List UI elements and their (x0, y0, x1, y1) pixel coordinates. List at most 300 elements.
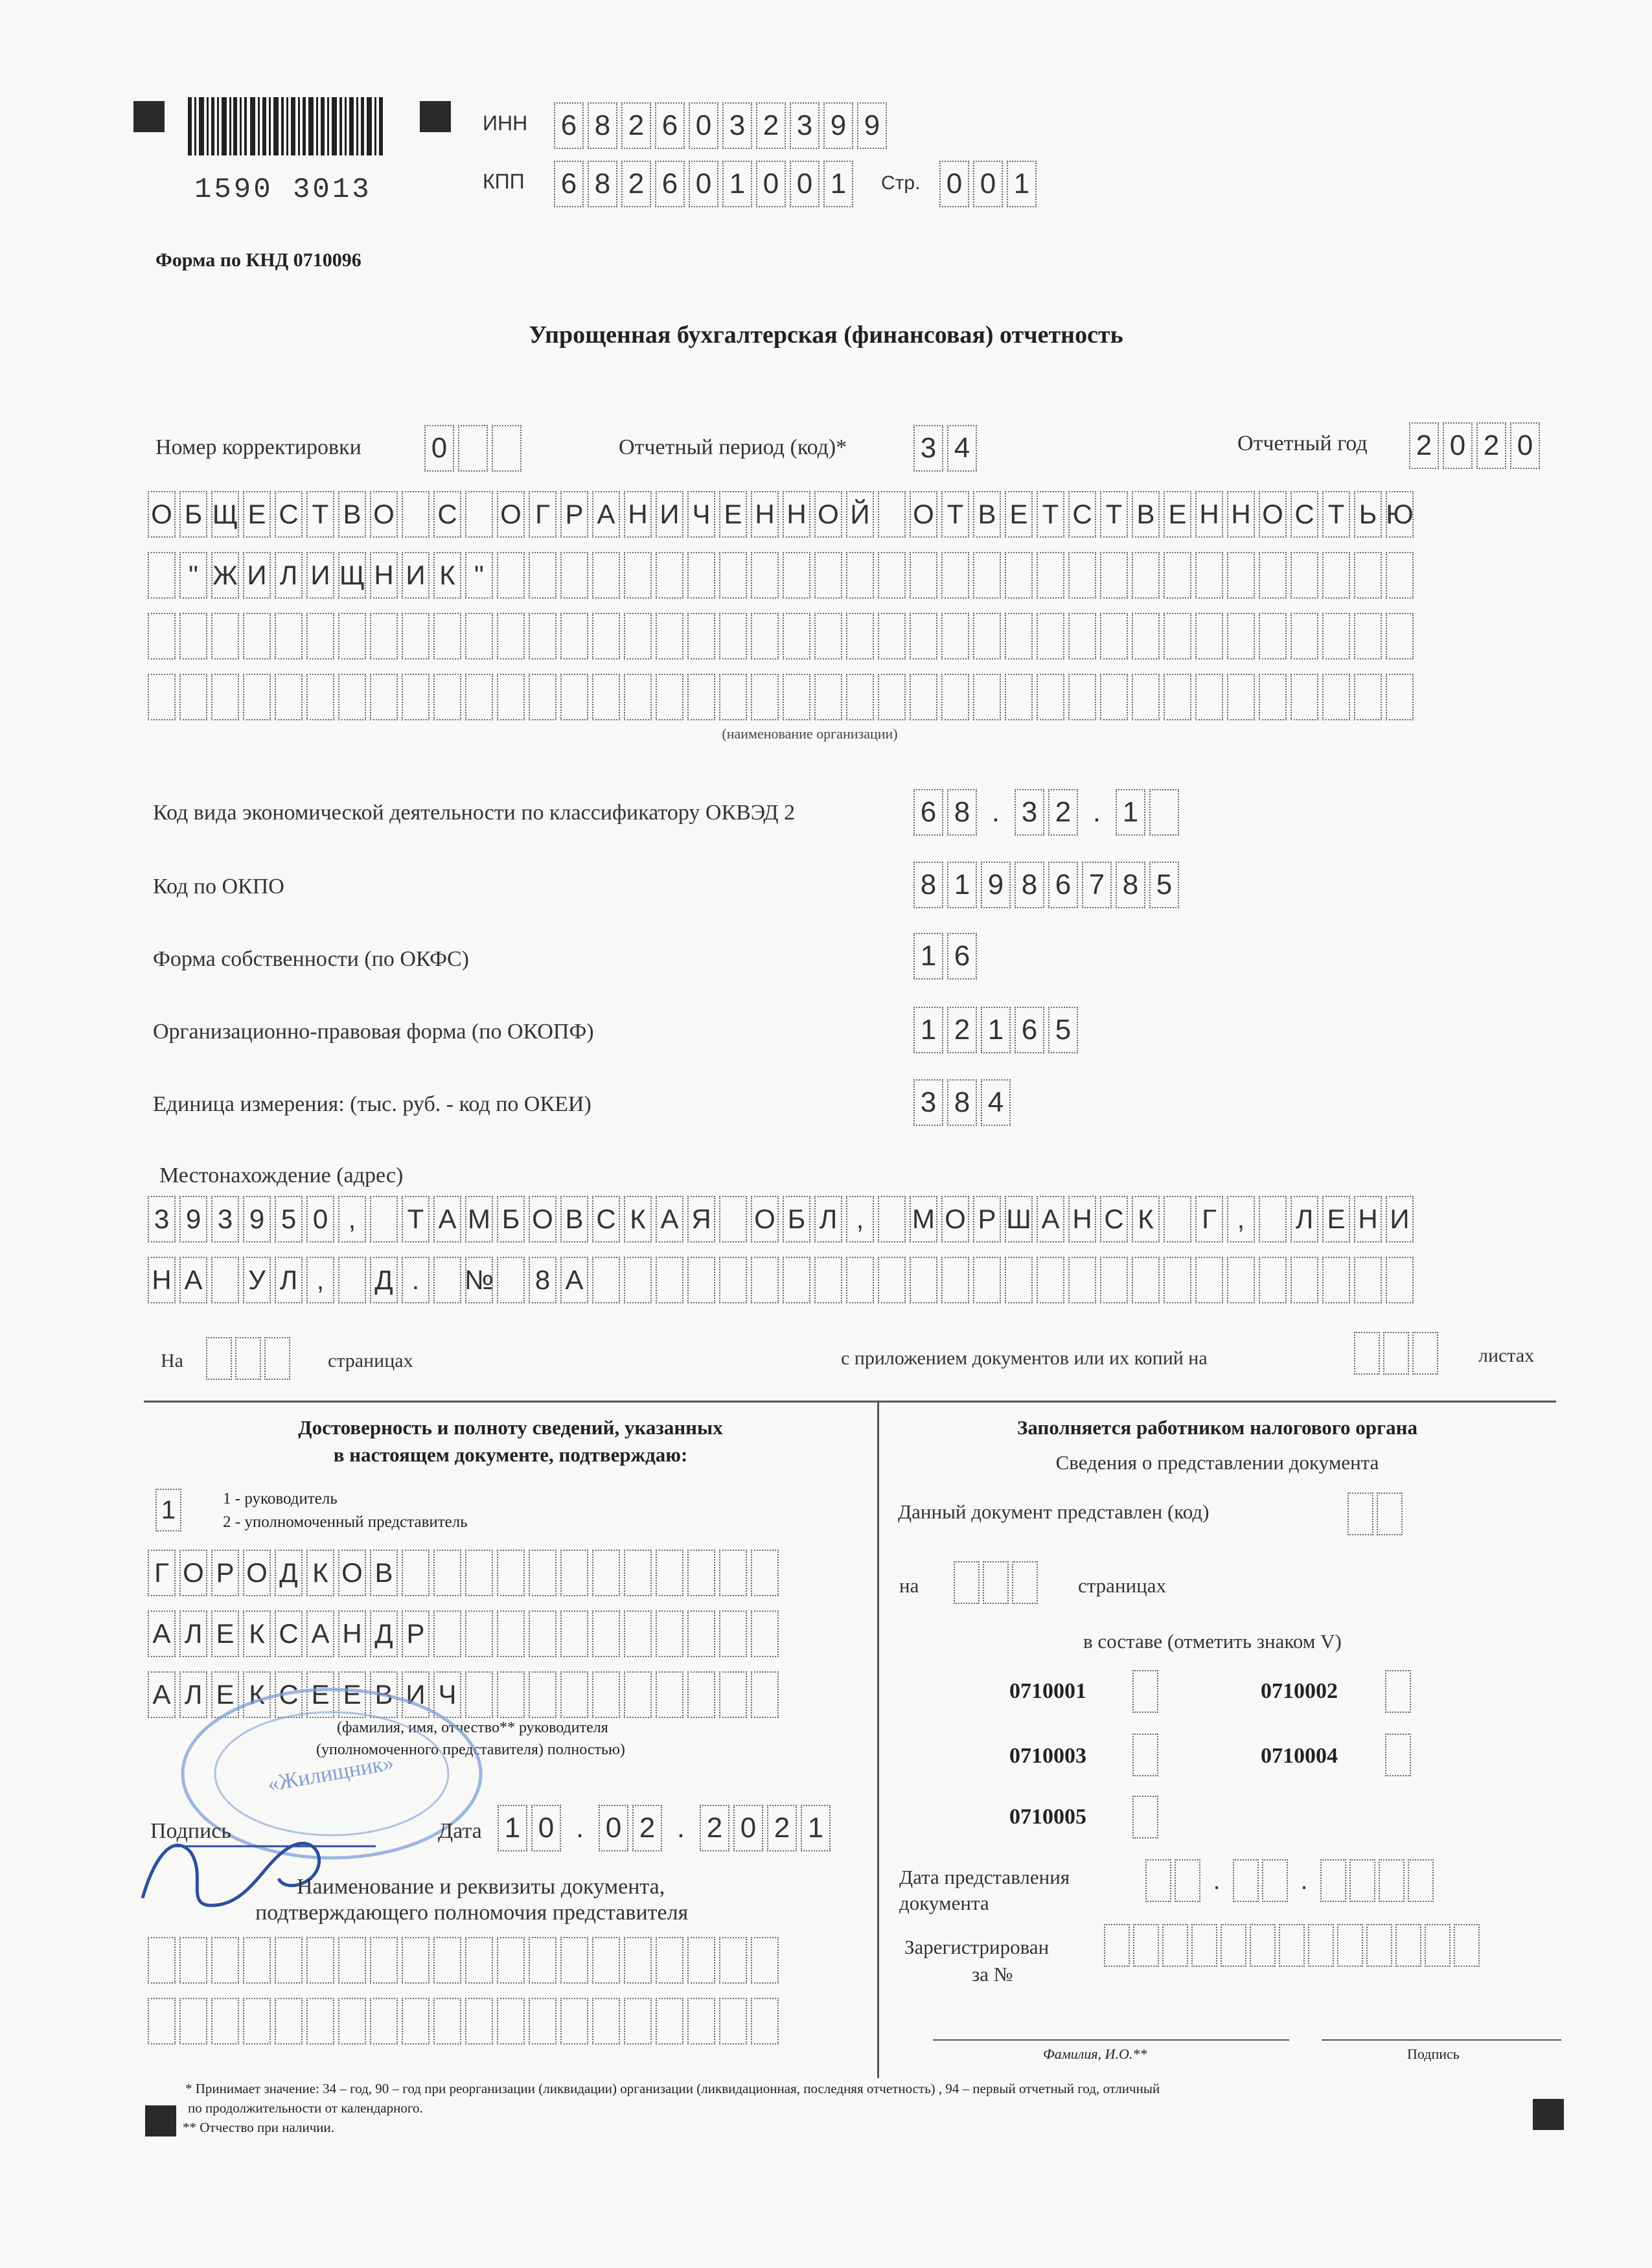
org-name-cell[interactable] (592, 674, 620, 720)
org-name-cell[interactable]: С (1291, 491, 1318, 538)
address-cell[interactable]: Н (1068, 1196, 1096, 1243)
checkbox-0710002[interactable] (1385, 1670, 1414, 1713)
address-cell[interactable] (1164, 1257, 1191, 1303)
org-name-cell[interactable] (910, 552, 937, 599)
authority-doc-cell[interactable] (592, 1937, 620, 1984)
org-name-cell[interactable] (560, 613, 588, 659)
name-cell[interactable]: Р (402, 1610, 430, 1657)
address-cell[interactable] (1164, 1196, 1191, 1243)
surname-cell[interactable]: Г (148, 1550, 176, 1596)
org-name-cell[interactable] (1068, 613, 1096, 659)
address-cell[interactable]: 3 (148, 1196, 176, 1243)
org-name-cell[interactable] (465, 674, 493, 720)
address-cell[interactable]: 9 (179, 1196, 207, 1243)
submit-date-cell[interactable] (1349, 1859, 1375, 1902)
address-cell[interactable]: , (338, 1196, 366, 1243)
right-pages-cell[interactable] (1012, 1561, 1038, 1604)
address-cell[interactable]: Е (1322, 1196, 1350, 1243)
date-cell[interactable]: 0 (599, 1805, 628, 1851)
org-name-cell[interactable] (973, 552, 1001, 599)
org-name-cell[interactable] (1386, 674, 1414, 720)
surname-cell[interactable] (497, 1550, 525, 1596)
okved-cell[interactable]: . (1092, 796, 1101, 828)
patronymic-cell[interactable] (529, 1671, 556, 1718)
okfs-cell[interactable]: 6 (947, 933, 977, 979)
okved-cell[interactable]: 3 (1015, 789, 1044, 836)
org-name-cell[interactable]: Л (275, 552, 303, 599)
org-name-cell[interactable]: О (814, 491, 842, 538)
authority-doc-cell[interactable] (433, 1937, 461, 1984)
authority-doc-cell[interactable] (687, 1937, 715, 1984)
org-name-cell[interactable] (814, 674, 842, 720)
registration-number-cell[interactable] (1133, 1924, 1159, 1967)
org-name-cell[interactable] (560, 674, 588, 720)
address-cell[interactable]: Р (973, 1196, 1001, 1243)
authority-doc-cell[interactable] (465, 1937, 493, 1984)
name-cell[interactable] (656, 1610, 683, 1657)
address-cell[interactable]: 9 (243, 1196, 271, 1243)
submit-date-cell[interactable] (1145, 1859, 1171, 1902)
org-name-cell[interactable] (370, 613, 398, 659)
org-name-cell[interactable] (624, 552, 652, 599)
authority-doc-cell[interactable] (275, 1937, 303, 1984)
address-cell[interactable] (783, 1257, 810, 1303)
authority-doc-cell[interactable] (402, 1937, 430, 1984)
org-name-cell[interactable] (656, 674, 683, 720)
org-name-cell[interactable] (497, 674, 525, 720)
authority-doc-cell[interactable] (529, 1937, 556, 1984)
org-name-cell[interactable]: С (433, 491, 461, 538)
authority-doc-cell[interactable] (497, 1998, 525, 2045)
address-cell[interactable]: К (624, 1196, 652, 1243)
org-name-cell[interactable] (402, 491, 430, 538)
patronymic-cell[interactable]: Л (179, 1671, 207, 1718)
inn-cell[interactable]: 3 (722, 102, 752, 149)
surname-cell[interactable] (529, 1550, 556, 1596)
okpo-cell[interactable]: 5 (1149, 862, 1179, 908)
org-name-cell[interactable] (1164, 613, 1191, 659)
surname-cell[interactable]: В (370, 1550, 398, 1596)
name-cell[interactable]: Л (179, 1610, 207, 1657)
org-name-cell[interactable] (751, 552, 779, 599)
org-name-cell[interactable] (1227, 674, 1255, 720)
surname-cell[interactable] (751, 1550, 779, 1596)
kpp-cell[interactable]: 8 (588, 161, 617, 207)
org-name-cell[interactable] (719, 613, 747, 659)
patronymic-cell[interactable]: И (402, 1671, 430, 1718)
org-name-cell[interactable]: Е (1005, 491, 1033, 538)
org-name-cell[interactable] (1068, 674, 1096, 720)
address-cell[interactable] (719, 1196, 747, 1243)
okved-cell[interactable] (1149, 789, 1179, 836)
patronymic-cell[interactable]: Е (306, 1671, 334, 1718)
org-name-cell[interactable] (878, 674, 906, 720)
submit-date-cell[interactable] (1379, 1859, 1405, 1902)
authority-doc-cell[interactable] (275, 1998, 303, 2045)
authority-doc-cell[interactable] (465, 1998, 493, 2045)
surname-cell[interactable] (402, 1550, 430, 1596)
org-name-cell[interactable] (275, 674, 303, 720)
org-name-cell[interactable] (529, 674, 556, 720)
org-name-cell[interactable] (719, 552, 747, 599)
org-name-cell[interactable] (814, 613, 842, 659)
name-cell[interactable]: Н (338, 1610, 366, 1657)
address-cell[interactable]: О (529, 1196, 556, 1243)
address-cell[interactable] (1291, 1257, 1318, 1303)
submit-date-cell[interactable] (1408, 1859, 1434, 1902)
org-name-cell[interactable] (941, 674, 969, 720)
okved-cell[interactable]: 1 (1116, 789, 1145, 836)
name-cell[interactable] (529, 1610, 556, 1657)
org-name-cell[interactable] (846, 674, 874, 720)
authority-doc-cell[interactable] (592, 1998, 620, 2045)
org-name-cell[interactable]: Щ (338, 552, 366, 599)
name-cell[interactable]: С (275, 1610, 303, 1657)
org-name-cell[interactable] (973, 613, 1001, 659)
patronymic-cell[interactable] (719, 1671, 747, 1718)
address-cell[interactable]: Т (402, 1196, 430, 1243)
registration-number-cell[interactable] (1191, 1924, 1217, 1967)
authority-doc-cell[interactable] (243, 1937, 271, 1984)
year-cell[interactable]: 0 (1510, 422, 1540, 469)
registration-number-cell[interactable] (1454, 1924, 1480, 1967)
org-name-cell[interactable]: И (243, 552, 271, 599)
okved-cell[interactable]: 2 (1048, 789, 1078, 836)
address-cell[interactable] (910, 1257, 937, 1303)
org-name-cell[interactable]: Ж (211, 552, 239, 599)
org-name-cell[interactable] (306, 674, 334, 720)
org-name-cell[interactable] (179, 674, 207, 720)
kpp-cell[interactable]: 2 (621, 161, 651, 207)
org-name-cell[interactable]: Т (941, 491, 969, 538)
okfs-cell[interactable]: 1 (913, 933, 943, 979)
org-name-cell[interactable] (1322, 613, 1350, 659)
org-name-cell[interactable] (402, 674, 430, 720)
sheets-cell[interactable] (1412, 1332, 1438, 1375)
org-name-cell[interactable] (941, 552, 969, 599)
address-cell[interactable]: С (1100, 1196, 1128, 1243)
name-cell[interactable]: А (306, 1610, 334, 1657)
authority-doc-cell[interactable] (148, 1937, 176, 1984)
address-cell[interactable] (1132, 1257, 1160, 1303)
page-cell[interactable]: 0 (973, 161, 1003, 207)
org-name-cell[interactable] (1005, 674, 1033, 720)
org-name-cell[interactable] (1227, 552, 1255, 599)
address-cell[interactable] (814, 1257, 842, 1303)
authority-doc-cell[interactable] (211, 1937, 239, 1984)
date-cell[interactable]: 2 (700, 1805, 729, 1851)
address-cell[interactable]: Л (1291, 1196, 1318, 1243)
org-name-cell[interactable]: Н (1227, 491, 1255, 538)
year-cell[interactable]: 0 (1443, 422, 1473, 469)
address-cell[interactable]: , (1227, 1196, 1255, 1243)
name-cell[interactable]: К (243, 1610, 271, 1657)
org-name-cell[interactable] (211, 674, 239, 720)
org-name-cell[interactable] (1132, 613, 1160, 659)
org-name-cell[interactable] (1354, 552, 1382, 599)
authority-doc-cell[interactable] (211, 1998, 239, 2045)
org-name-cell[interactable] (148, 674, 176, 720)
patronymic-cell[interactable]: В (370, 1671, 398, 1718)
org-name-cell[interactable] (1291, 552, 1318, 599)
org-name-cell[interactable] (1037, 674, 1064, 720)
registration-number-cell[interactable] (1308, 1924, 1334, 1967)
date-cell[interactable]: 1 (801, 1805, 831, 1851)
org-name-cell[interactable]: В (1132, 491, 1160, 538)
authority-doc-cell[interactable] (656, 1998, 683, 2045)
checkbox-0710004[interactable] (1385, 1734, 1414, 1776)
org-name-cell[interactable] (1259, 613, 1287, 659)
page-cell[interactable]: 1 (1007, 161, 1037, 207)
okopf-cell[interactable]: 1 (981, 1007, 1011, 1053)
org-name-cell[interactable] (751, 613, 779, 659)
inn-cell[interactable]: 0 (689, 102, 718, 149)
sheets-cell[interactable] (1383, 1332, 1409, 1375)
org-name-cell[interactable] (433, 613, 461, 659)
address-cell[interactable]: Н (1354, 1196, 1382, 1243)
registration-number-cell[interactable] (1162, 1924, 1188, 1967)
authority-doc-cell[interactable] (624, 1937, 652, 1984)
address-cell[interactable]: У (243, 1257, 271, 1303)
org-name-cell[interactable]: " (179, 552, 207, 599)
right-pages-cell[interactable] (954, 1561, 980, 1604)
surname-cell[interactable]: Д (275, 1550, 303, 1596)
registration-number-cell[interactable] (1395, 1924, 1421, 1967)
org-name-cell[interactable] (211, 613, 239, 659)
address-cell[interactable]: К (1132, 1196, 1160, 1243)
authority-doc-cell[interactable] (370, 1937, 398, 1984)
submit-date-cell[interactable]: . (1213, 1866, 1221, 1895)
inn-cell[interactable]: 8 (588, 102, 617, 149)
org-name-cell[interactable] (846, 613, 874, 659)
org-name-cell[interactable] (719, 674, 747, 720)
address-cell[interactable] (1386, 1257, 1414, 1303)
authority-doc-cell[interactable] (560, 1998, 588, 2045)
address-cell[interactable]: Я (687, 1196, 715, 1243)
registration-number-cell[interactable] (1221, 1924, 1246, 1967)
surname-cell[interactable] (719, 1550, 747, 1596)
org-name-cell[interactable] (338, 613, 366, 659)
org-name-cell[interactable] (783, 613, 810, 659)
org-name-cell[interactable]: Е (719, 491, 747, 538)
org-name-cell[interactable] (560, 552, 588, 599)
org-name-cell[interactable] (1132, 674, 1160, 720)
address-cell[interactable]: Д (370, 1257, 398, 1303)
address-cell[interactable]: 0 (306, 1196, 334, 1243)
org-name-cell[interactable]: О (370, 491, 398, 538)
name-cell[interactable] (465, 1610, 493, 1657)
authority-doc-cell[interactable] (719, 1998, 747, 2045)
surname-cell[interactable] (592, 1550, 620, 1596)
org-name-cell[interactable] (243, 613, 271, 659)
address-cell[interactable]: О (941, 1196, 969, 1243)
name-cell[interactable] (592, 1610, 620, 1657)
org-name-cell[interactable] (1037, 552, 1064, 599)
patronymic-cell[interactable]: Е (338, 1671, 366, 1718)
org-name-cell[interactable]: Щ (211, 491, 239, 538)
okved-cell[interactable]: 6 (913, 789, 943, 836)
submit-date-cell[interactable] (1262, 1859, 1288, 1902)
okei-cell[interactable]: 8 (947, 1079, 977, 1126)
org-name-cell[interactable] (497, 613, 525, 659)
org-name-cell[interactable]: В (973, 491, 1001, 538)
address-cell[interactable]: Ш (1005, 1196, 1033, 1243)
inn-cell[interactable]: 2 (756, 102, 786, 149)
org-name-cell[interactable]: Н (751, 491, 779, 538)
address-cell[interactable] (433, 1257, 461, 1303)
kpp-cell[interactable]: 6 (655, 161, 685, 207)
period-cell[interactable]: 4 (947, 425, 977, 472)
submit-date-cell[interactable] (1320, 1859, 1346, 1902)
surname-cell[interactable]: К (306, 1550, 334, 1596)
address-cell[interactable] (1259, 1257, 1287, 1303)
org-name-cell[interactable] (1386, 552, 1414, 599)
okopf-cell[interactable]: 6 (1015, 1007, 1044, 1053)
kpp-cell[interactable]: 6 (554, 161, 584, 207)
authority-doc-cell[interactable] (306, 1937, 334, 1984)
org-name-cell[interactable]: " (465, 552, 493, 599)
org-name-cell[interactable] (687, 674, 715, 720)
registration-number-cell[interactable] (1250, 1924, 1276, 1967)
address-cell[interactable]: 5 (275, 1196, 303, 1243)
address-cell[interactable]: Б (783, 1196, 810, 1243)
address-cell[interactable]: Л (814, 1196, 842, 1243)
address-cell[interactable] (1037, 1257, 1064, 1303)
correction-cell[interactable] (492, 425, 522, 472)
address-cell[interactable] (592, 1257, 620, 1303)
org-name-cell[interactable]: Е (1164, 491, 1191, 538)
authority-doc-cell[interactable] (687, 1998, 715, 2045)
address-cell[interactable] (846, 1257, 874, 1303)
checkbox-0710005[interactable] (1132, 1796, 1162, 1838)
okpo-cell[interactable]: 8 (913, 862, 943, 908)
address-cell[interactable]: А (560, 1257, 588, 1303)
org-name-cell[interactable] (1227, 613, 1255, 659)
okopf-cell[interactable]: 1 (913, 1007, 943, 1053)
date-cell[interactable]: . (575, 1812, 584, 1844)
okpo-cell[interactable]: 1 (947, 862, 977, 908)
authority-doc-cell[interactable] (751, 1937, 779, 1984)
correction-cell[interactable]: 0 (424, 425, 454, 472)
org-name-cell[interactable] (624, 674, 652, 720)
org-name-cell[interactable] (1291, 613, 1318, 659)
org-name-cell[interactable] (1164, 674, 1191, 720)
date-cell[interactable]: . (676, 1812, 685, 1844)
address-cell[interactable] (719, 1257, 747, 1303)
org-name-cell[interactable] (1195, 552, 1223, 599)
authority-doc-cell[interactable] (656, 1937, 683, 1984)
okpo-cell[interactable]: 8 (1116, 862, 1145, 908)
org-name-cell[interactable] (497, 552, 525, 599)
submit-date-cell[interactable] (1233, 1859, 1259, 1902)
org-name-cell[interactable]: Т (1322, 491, 1350, 538)
org-name-cell[interactable] (338, 674, 366, 720)
org-name-cell[interactable]: Н (370, 552, 398, 599)
address-cell[interactable] (941, 1257, 969, 1303)
org-name-cell[interactable] (148, 552, 176, 599)
org-name-cell[interactable]: Т (1037, 491, 1064, 538)
address-cell[interactable] (1068, 1257, 1096, 1303)
org-name-cell[interactable] (1005, 552, 1033, 599)
patronymic-cell[interactable] (560, 1671, 588, 1718)
name-cell[interactable] (624, 1610, 652, 1657)
authority-doc-cell[interactable] (148, 1998, 176, 2045)
authority-doc-cell[interactable] (338, 1998, 366, 2045)
org-name-cell[interactable]: Ь (1354, 491, 1382, 538)
org-name-cell[interactable] (846, 552, 874, 599)
okei-cell[interactable]: 3 (913, 1079, 943, 1126)
org-name-cell[interactable] (1164, 552, 1191, 599)
submit-date-cell[interactable]: . (1300, 1866, 1308, 1895)
org-name-cell[interactable]: Н (1195, 491, 1223, 538)
address-cell[interactable] (1227, 1257, 1255, 1303)
org-name-cell[interactable]: И (402, 552, 430, 599)
date-cell[interactable]: 0 (531, 1805, 561, 1851)
org-name-cell[interactable] (275, 613, 303, 659)
correction-cell[interactable] (458, 425, 488, 472)
org-name-cell[interactable]: Е (243, 491, 271, 538)
org-name-cell[interactable] (814, 552, 842, 599)
patronymic-cell[interactable]: А (148, 1671, 176, 1718)
patronymic-cell[interactable] (497, 1671, 525, 1718)
address-cell[interactable]: А (179, 1257, 207, 1303)
address-cell[interactable] (878, 1257, 906, 1303)
address-cell[interactable]: 3 (211, 1196, 239, 1243)
page-cell[interactable]: 0 (939, 161, 969, 207)
address-cell[interactable] (1005, 1257, 1033, 1303)
authority-doc-cell[interactable] (402, 1998, 430, 2045)
name-cell[interactable]: А (148, 1610, 176, 1657)
org-name-cell[interactable] (656, 552, 683, 599)
address-cell[interactable] (624, 1257, 652, 1303)
surname-cell[interactable]: О (243, 1550, 271, 1596)
org-name-cell[interactable]: И (656, 491, 683, 538)
okved-cell[interactable]: 8 (947, 789, 977, 836)
org-name-cell[interactable] (973, 674, 1001, 720)
okopf-cell[interactable]: 5 (1048, 1007, 1078, 1053)
kpp-cell[interactable]: 0 (756, 161, 786, 207)
org-name-cell[interactable] (465, 491, 493, 538)
name-cell[interactable] (433, 1610, 461, 1657)
registration-number-cell[interactable] (1104, 1924, 1130, 1967)
org-name-cell[interactable] (592, 552, 620, 599)
registration-number-cell[interactable] (1279, 1924, 1305, 1967)
org-name-cell[interactable] (148, 613, 176, 659)
address-cell[interactable] (211, 1257, 239, 1303)
org-name-cell[interactable] (783, 674, 810, 720)
address-cell[interactable]: . (402, 1257, 430, 1303)
kpp-cell[interactable]: 1 (722, 161, 752, 207)
org-name-cell[interactable]: В (338, 491, 366, 538)
pages-cell[interactable] (235, 1337, 261, 1380)
presented-code-cell[interactable] (1348, 1493, 1373, 1535)
address-cell[interactable]: 8 (529, 1257, 556, 1303)
kpp-cell[interactable]: 1 (823, 161, 853, 207)
authority-doc-cell[interactable] (719, 1937, 747, 1984)
org-name-cell[interactable] (1354, 613, 1382, 659)
okved-cell[interactable]: . (991, 796, 1000, 828)
org-name-cell[interactable] (1259, 674, 1287, 720)
org-name-cell[interactable] (529, 552, 556, 599)
org-name-cell[interactable] (1068, 552, 1096, 599)
address-cell[interactable] (1354, 1257, 1382, 1303)
address-cell[interactable] (497, 1257, 525, 1303)
authority-doc-cell[interactable] (338, 1937, 366, 1984)
org-name-cell[interactable] (529, 613, 556, 659)
surname-cell[interactable]: О (179, 1550, 207, 1596)
org-name-cell[interactable]: Г (529, 491, 556, 538)
surname-cell[interactable]: Р (211, 1550, 239, 1596)
